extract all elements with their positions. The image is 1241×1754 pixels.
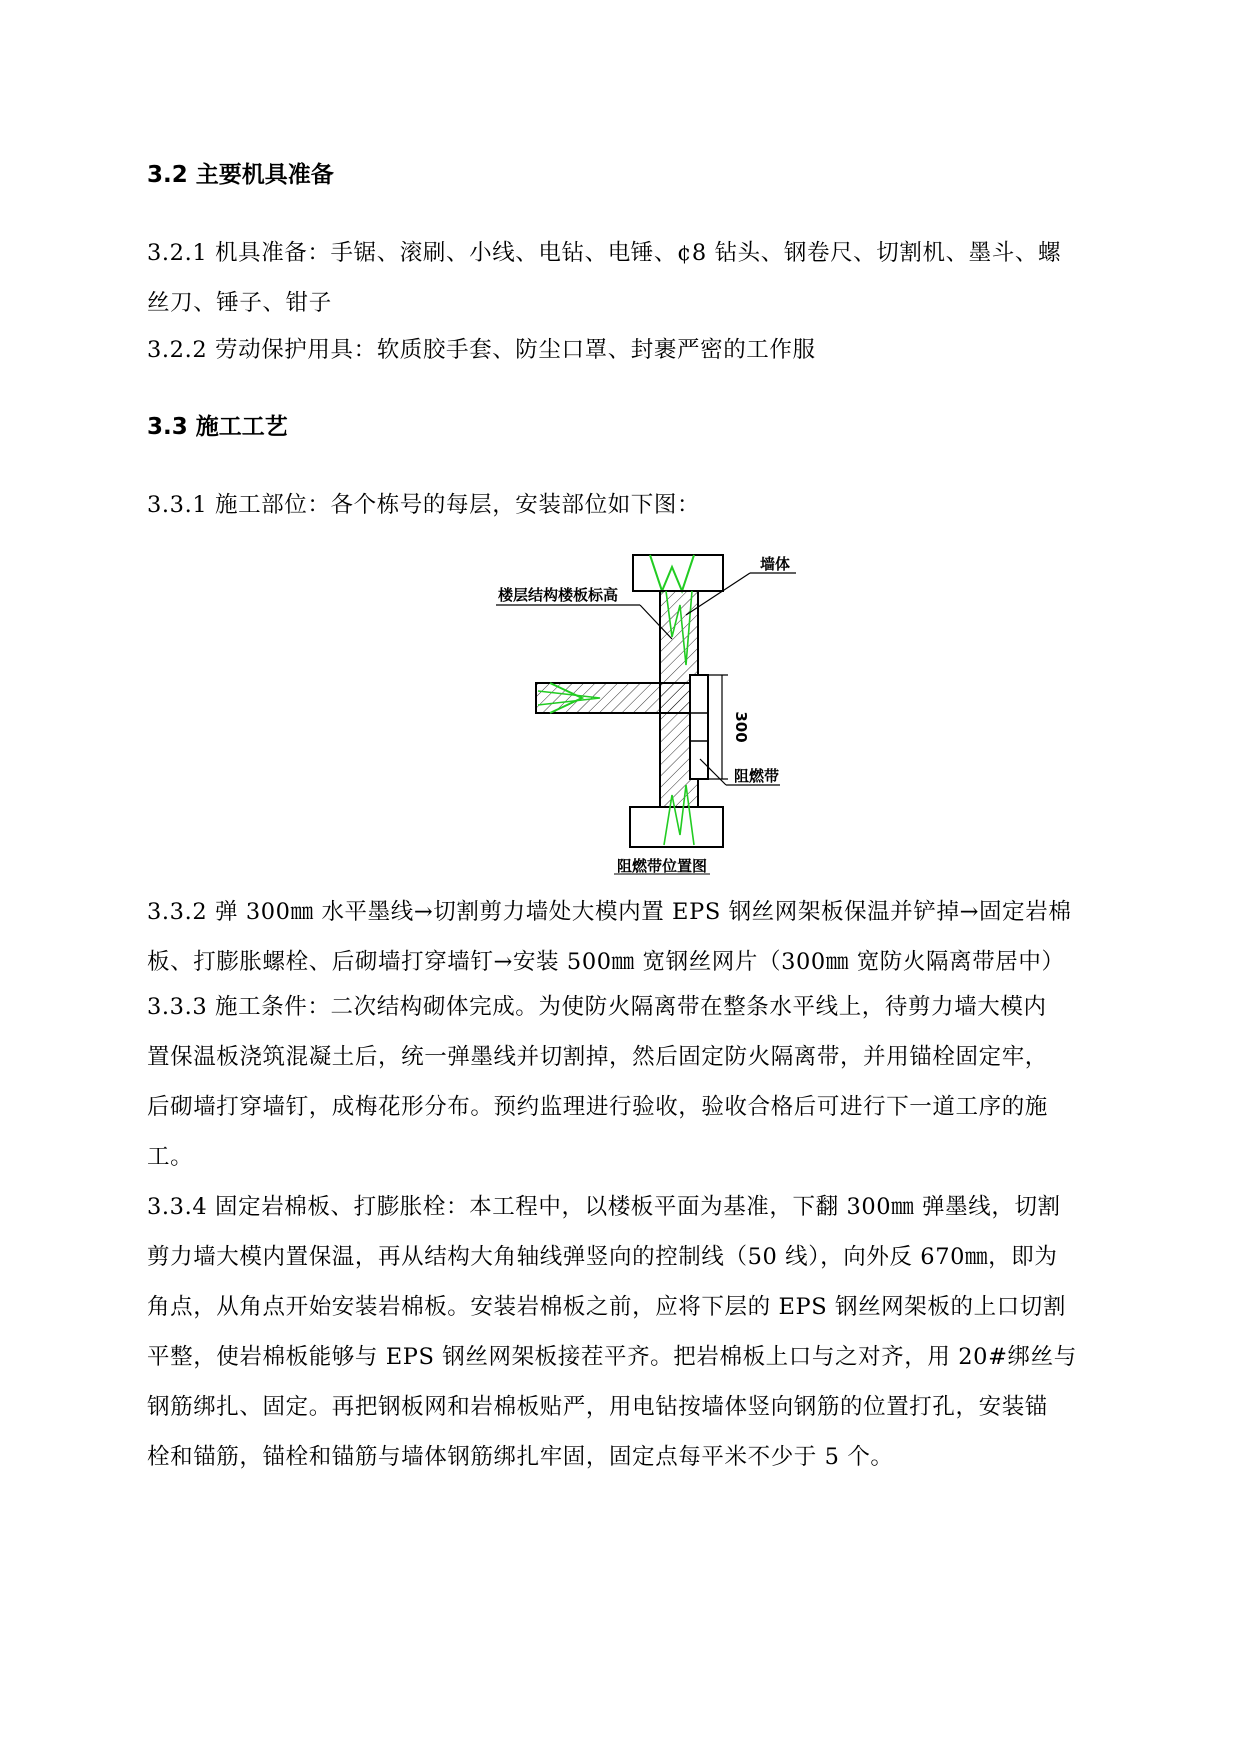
figure-caption: 阻燃带位置图 (616, 857, 708, 875)
paragraph-line: 3.2.1 机具准备：手锯、滚刷、小线、电钻、电锤、¢8 钻头、钢卷尺、切割机、墨斗、螺 (147, 240, 1062, 266)
paragraph-line: 工。 (147, 1144, 194, 1170)
paragraph-line: 3.3.4 固定岩棉板、打膨胀栓：本工程中，以楼板平面为基准，下翻 300㎜ 弹墨线，切割 (147, 1194, 1061, 1220)
fire-barrier-band (690, 675, 708, 779)
label-floor-elevation: 楼层结构楼板标高 (498, 586, 619, 604)
section-heading-3-2: 3.2 主要机具准备 (147, 162, 334, 188)
paragraph-line: 3.3.2 弹 300㎜ 水平墨线→切割剪力墙处大模内置 EPS 钢丝网架板保温并铲掉→固定岩棉 (147, 899, 1072, 925)
paragraph-3-3-2 (147, 887, 1122, 987)
top-slab (633, 555, 723, 591)
paragraph-line: 后砌墙打穿墙钉，成梅花形分布。预约监理进行验收，验收合格后可进行下一道工序的施 (147, 1094, 1048, 1120)
label-wall: 墙体 (760, 555, 791, 573)
paragraph-3-3-1 (147, 480, 1122, 530)
paragraph-3-3-4 (147, 1182, 1122, 1482)
paragraph-3-2-2 (147, 325, 1122, 375)
paragraph-line: 3.2.2 劳动保护用具：软质胶手套、防尘口罩、封裹严密的工作服 (147, 337, 816, 363)
section-heading-3-3: 3.3 施工工艺 (147, 414, 288, 440)
paragraph-line: 剪力墙大模内置保温，再从结构大角轴线弹竖向的控制线（50 线），向外反 670㎜，即为 (147, 1244, 1058, 1270)
label-fire-band: 阻燃带 (734, 767, 780, 785)
paragraph-line: 角点，从角点开始安装岩棉板。安装岩棉板之前，应将下层的 EPS 钢丝网架板的上口切割 (147, 1294, 1066, 1320)
paragraph-line: 钢筋绑扎、固定。再把钢板网和岩棉板贴严，用电钻按墙体竖向钢筋的位置打孔，安装锚 (147, 1394, 1048, 1420)
paragraph-line: 3.3.3 施工条件：二次结构砌体完成。为使防火隔离带在整条水平线上，待剪力墙大模内 (147, 994, 1047, 1020)
paragraph-3-3-3 (147, 982, 1122, 1182)
bottom-slab (630, 807, 723, 847)
paragraph-line: 丝刀、锤子、钳子 (147, 290, 332, 316)
figure-drawing (450, 545, 870, 875)
paragraph-3-2-1 (147, 228, 1122, 328)
fire-barrier-position-figure (450, 545, 870, 875)
paragraph-line: 板、打膨胀螺栓、后砌墙打穿墙钉→安装 500㎜ 宽钢丝网片（300㎜ 宽防火隔离带居中） (147, 949, 1065, 975)
paragraph-line: 3.3.1 施工部位：各个栋号的每层，安装部位如下图： (147, 492, 701, 518)
paragraph-line: 栓和锚筋，锚栓和锚筋与墙体钢筋绑扎牢固，固定点每平米不少于 5 个。 (147, 1444, 894, 1470)
paragraph-line: 平整，使岩棉板能够与 EPS 钢丝网架板接茬平齐。把岩棉板上口与之对齐，用 20#绑丝与 (147, 1344, 1077, 1370)
paragraph-line: 置保温板浇筑混凝土后，统一弹墨线并切割掉，然后固定防火隔离带，并用锚栓固定牢， (147, 1044, 1048, 1070)
dimension-label: 300 (732, 711, 750, 743)
